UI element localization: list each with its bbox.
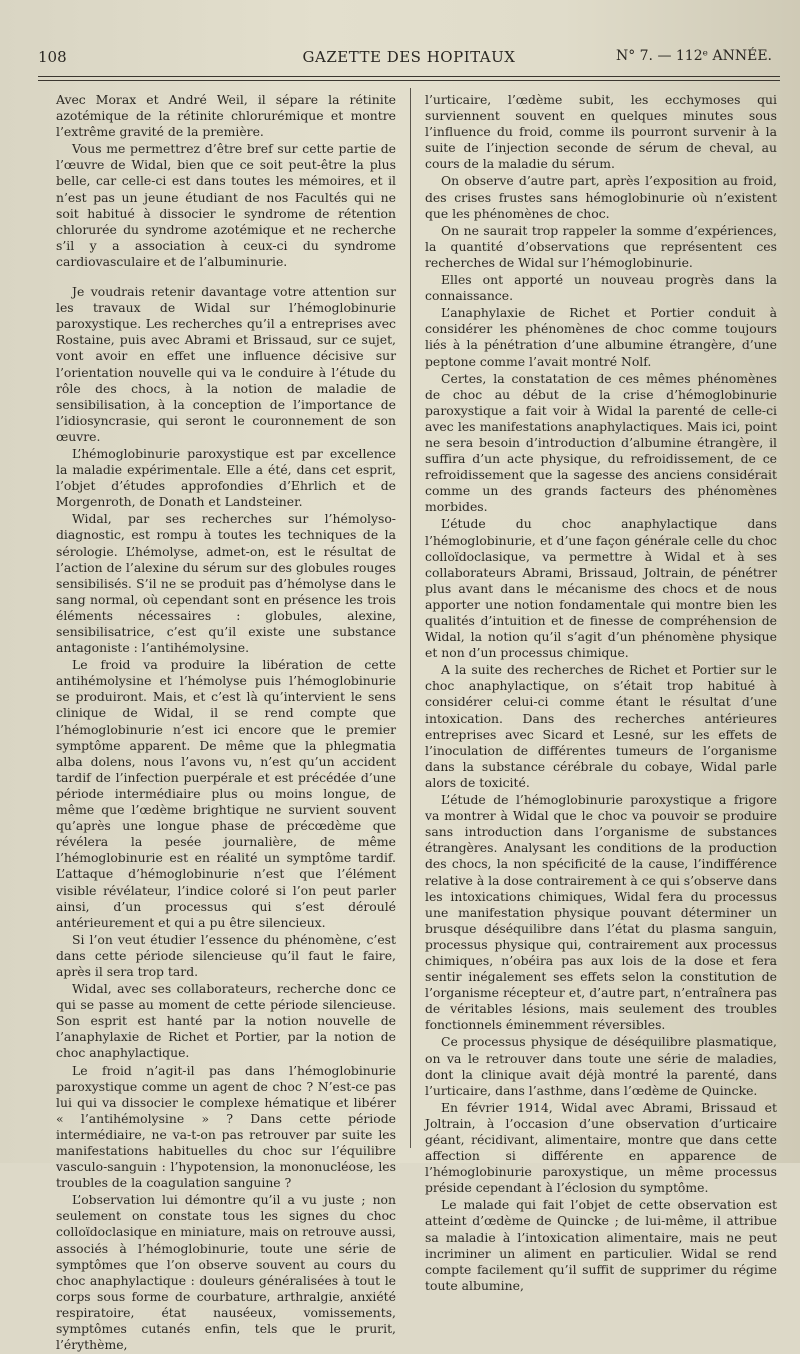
paragraph: L’étude du choc anaphylactique dans l’hémoglobinurie, et d’une façon générale celle du choc colloïdoclasique, va permettre à Widal et à ses collaborateurs Abrami, Brissaud, Joltrain, de pénétrer plus avant dans le mécanisme des chocs et de nous apporter une notion fondamentale qui montre bien les qualités d’intuition et de finesse de compréhension de Widal, la notion qu’il s’agit d’un phénomène physique et non d’un processus chimique. — [425, 516, 777, 661]
page-number: 108 — [38, 48, 67, 66]
running-title: GAZETTE DES HOPITAUX — [302, 48, 516, 66]
header-rule-thick — [38, 76, 780, 77]
paragraph: L’observation lui démontre qu’il a vu juste ; non seulement on constate tous les signes du choc colloïdoclasique en miniature, mais on retrouve aussi, associés à l’hémoglobinurie, toute une série de symptômes que l’on observe souvent au cours du choc anaphylactique : douleurs généralisées à tout le corps sous forme de courbature, arthralgie, anxiété respiratoire, état nauséeux, vomissements, symptômes cutanés enfin, tels que le prurit, l’érythème, — [56, 1192, 396, 1353]
paragraph: A la suite des recherches de Richet et Portier sur le choc anaphylactique, on s’était trop habitué à considérer celui-ci comme étant le résultat d’une intoxication. Dans des recherches antérieures entreprises avec Sicard et Lesné, sur les effets de l’inoculation de différentes tumeurs de l’organisme dans la substance cérébrale du cobaye, Widal parle alors de toxicité. — [425, 662, 777, 790]
issue-label: N° 7. — 112ᵉ ANNÉE. — [615, 48, 772, 64]
paragraph: Avec Morax et André Weil, il sépare la rétinite azotémique de la rétinite chlorurémique et montre l’extrême gravité de la première. — [56, 92, 396, 140]
paragraph: Si l’on veut étudier l’essence du phénomène, c’est dans cette période silencieuse qu’il faut le faire, après il sera trop tard. — [56, 931, 396, 979]
paragraph: On ne saurait trop rappeler la somme d’expériences, la quantité d’observations que représentent ces recherches de Widal sur l’hémoglobinurie. — [425, 222, 777, 270]
paragraph: Widal, par ses recherches sur l’hémolyso-diagnostic, est rompu à toutes les techniques de la sérologie. L’hémolyse, admet-on, est le résultat de l’action de l’alexine du sérum sur des globules rouges sensibilisés. S’il ne se produit pas d’hémolyse dans le sang normal, où cependant sont en présence les trois éléments nécessaires : globules, alexine, sensibilisatrice, c’est qu’il existe une substance antagoniste : l’antihémolysine. — [56, 511, 396, 656]
header-rule-thin — [38, 80, 780, 81]
paragraph: l’urticaire, l’œdème subit, les ecchymoses qui surviennent souvent en quelques minutes sous l’influence du froid, comme ils pourront survenir à la suite de l’injection seconde de sérum de cheval, au cours de la maladie du sérum. — [425, 92, 777, 172]
paragraph: Certes, la constatation de ces mêmes phénomènes de choc au début de la crise d’hémoglobinurie paroxystique a fait voir à Widal la parenté de celle-ci avec les manifestations anaphylactiques. Mais ici, point ne sera besoin d’introduction d’albumine étrangère, il suffira d’un acte physique, du refroidissement, de ce refroidissement que la sagesse des anciens considérait comme un des grands facteurs des phénomènes morbides. — [425, 370, 777, 515]
paragraph: Widal, avec ses collaborateurs, recherche donc ce qui se passe au moment de cette période silencieuse. Son esprit est hanté par la notion nouvelle de l’anaphylaxie de Richet et Portier, par la notion de choc anaphylactique. — [56, 981, 396, 1061]
paragraph: L’hémoglobinurie paroxystique est par excellence la maladie expérimentale. Elle a été, dans cet esprit, l’objet d’études approfondies d’Ehrlich et de Morgenroth, de Donath et Landsteiner. — [56, 445, 396, 510]
paragraph: Je voudrais retenir davantage votre attention sur les travaux de Widal sur l’hémoglobinurie paroxystique. Les recherches qu’il a entreprises avec Rostaine, puis avec Abrami et Brissaud, sur ce sujet, vont avoir en effet une influence décisive sur l’orientation nouvelle qui va le conduire à l’étude du rôle des chocs, à la notion de maladie de sensibilisation, à la conception de l’importance de l’idiosyncrasie, qui seront le couronnement de son œuvre. — [56, 284, 396, 444]
right-column — [425, 92, 777, 1295]
paragraph: Elles ont apporté un nouveau progrès dans la connaissance. — [425, 272, 777, 304]
column-divider — [410, 88, 411, 1148]
paragraph: L’anaphylaxie de Richet et Portier conduit à considérer les phénomènes de choc comme toujours liés à la pénétration d’une albumine étrangère, d’une peptone comme l’avait montré Nolf. — [425, 305, 777, 369]
paragraph: Le malade qui fait l’objet de cette observation est atteint d’œdème de Quincke ; de lui-même, il attribue sa maladie à l’intoxication alimentaire, mais ne peut incriminer un aliment en particulier. Widal se rend compte facilement qu’il suffit de supprimer du régime toute albumine, — [425, 1197, 777, 1293]
paragraph: Le froid va produire la libération de cette antihémolysine et l’hémolyse puis l’hémoglobinurie se produiront. Mais, et c’est là qu’intervient le sens clinique de Widal, il se rend compte que l’hémoglobinurie n’est ici encore que le premier symptôme apparent. De même que la phlegmatia alba dolens, nous l’avons vu, n’est qu’un accident tardif de l’infection puerpérale et est précédée d’une période intermédiaire plus ou moins longue, de même que l’œdème brightique ne survient souvent qu’après une longue phase de précœdème que révélera la pesée journalière, de même l’hémoglobinurie est en réalité un symptôme tardif. L’attaque d’hémoglobinurie n’est que l’élément visible révélateur, l’indice coloré si l’on peut parler ainsi, d’un processus qui s’est déroulé antérieurement et qui a pu être silencieux. — [56, 657, 396, 930]
paragraph: Vous me permettrez d’être bref sur cette partie de l’œuvre de Widal, bien que ce soit peut-être la plus belle, car celle-ci est dans toutes les mémoires, et il n’est pas un jeune étudiant de nos Facultés qui ne soit habitué à dissocier le syndrome de rétention chlorurée du syndrome azotémique et ne recherche s’il y a association à ceux-ci du syndrome cardiovasculaire et de l’albuminurie. — [56, 141, 396, 269]
paragraph: On observe d’autre part, après l’exposition au froid, des crises frustes sans hémoglobinurie où n’existent que les phénomènes de choc. — [425, 173, 777, 221]
paragraph: L’étude de l’hémoglobinurie paroxystique a frigore va montrer à Widal que le choc va pouvoir se produire sans introduction dans l’organisme de substances étrangères. Analysant les conditions de la production des chocs, la non spécificité de la cause, l’indifférence relative à la dose contrairement à ce qui s’observe dans les intoxications chimiques, Widal fera du processus une manifestation physique pouvant déterminer un brusque déséquilibre dans l’état du plasma sanguin, processus physique qui, contrairement aux processus chimiques, n’obéira pas aux lois de la dose et fera sentir inégalement ses effets selon la constitution de l’organisme récepteur et, d’autre part, n’entraînera pas de véritables lésions, mais seulement des troubles fonctionnels éminemment réversibles. — [425, 792, 777, 1033]
paragraph: En février 1914, Widal avec Abrami, Brissaud et Joltrain, à l’occasion d’une observation d’urticaire géant, récidivant, alimentaire, montre que dans cette affection si différente en apparence de l’hémoglobinurie paroxystique, un même processus préside cependant à l’éclosion du symptôme. — [425, 1099, 777, 1196]
left-column — [56, 92, 396, 1354]
page-header — [38, 44, 780, 72]
paragraph: Le froid n’agit-il pas dans l’hémoglobinurie paroxystique comme un agent de choc ? N’est-ce pas lui qui va dissocier le complexe hématique et libérer « l’antihémolysine » ? Dans cette période intermédiaire, ne va-t-on pas retrouver par suite les manifestations habituelles du choc sur l’équilibre vasculo-sanguin : l’hypotension, la mononucléose, les troubles de la coagulation sanguine ? — [56, 1062, 396, 1191]
paragraph: Ce processus physique de déséquilibre plasmatique, on va le retrouver dans toute une série de maladies, dont la clinique avait déjà montré la parenté, dans l’urticaire, dans l’asthme, dans l’œdème de Quincke. — [425, 1034, 777, 1098]
